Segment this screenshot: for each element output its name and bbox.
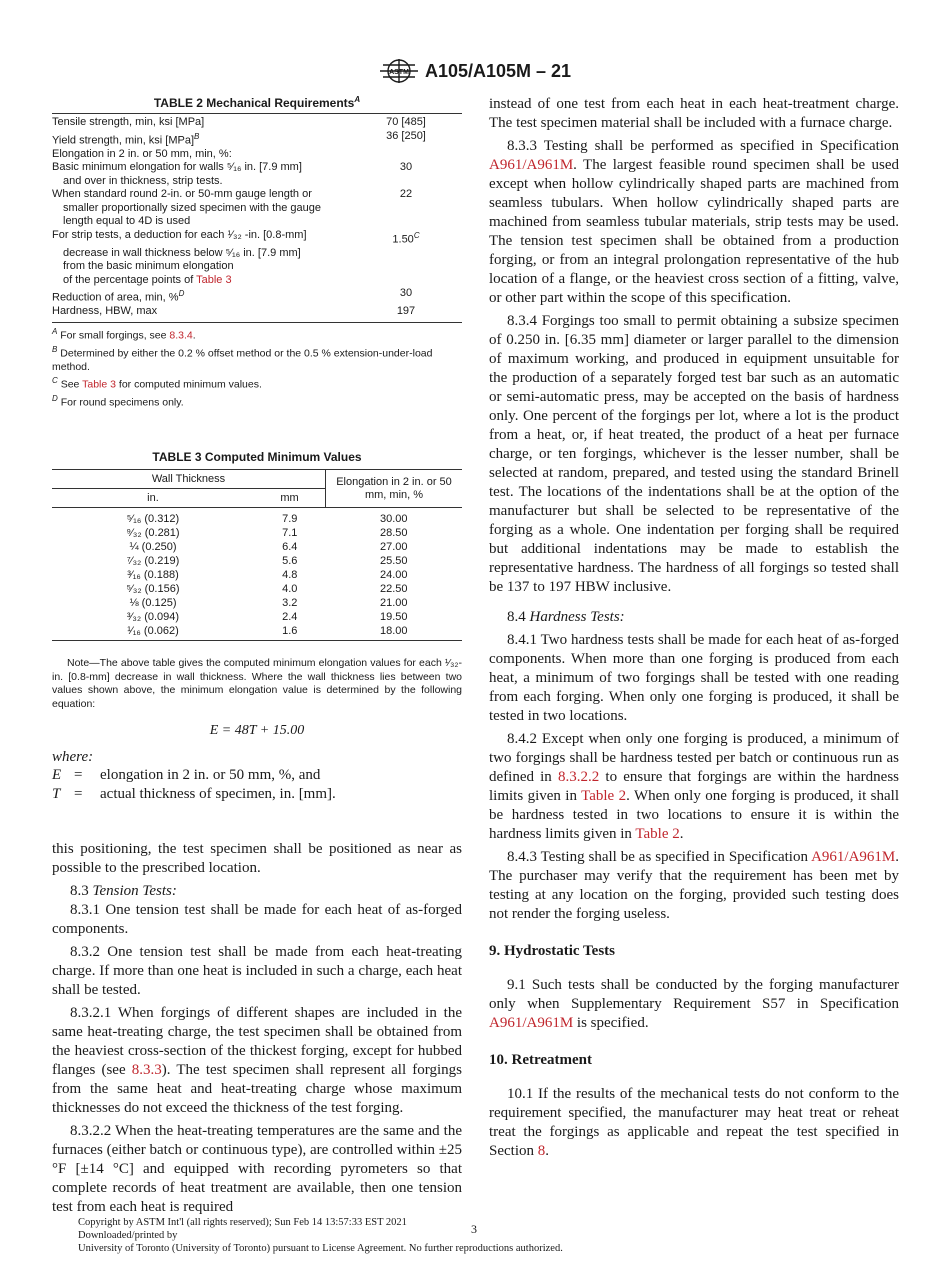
table2-row-value — [361, 202, 462, 216]
link-a961[interactable]: A961/A961M — [489, 1015, 574, 1031]
link-section-8[interactable]: 8 — [537, 1143, 546, 1159]
table2-footnote: $^A$ For small forgings, see 8.3.4. — [52, 326, 196, 342]
paragraph-continued: instead of one test from each heat in each heat-treatment charge. The test specimen material shall be included with a furnace charge. — [489, 96, 899, 131]
table2-row-label: When standard round 2-in. or 50-mm gauge length or — [52, 188, 312, 201]
cell-mm: 7.1 — [282, 527, 298, 540]
cell-elongation: 19.50 — [379, 611, 408, 624]
paragraph-8-4-1: 8.4.1 Two hardness tests shall be made for each heat of as-forged components. When more than one forging is produced from each heat, a minimum of two forgings shall be tested with one reading from each forging. When only one forging is produced, it shall be tested in two locations. — [489, 632, 899, 724]
link-a961[interactable]: A961/A961M — [489, 157, 574, 173]
table2-row-label: and over in thickness, strip tests. — [63, 174, 223, 187]
table2-footnote: $^B$ Determined by either the 0.2 % offset method or the 0.5 % extension-under-load method. — [52, 344, 433, 373]
footer-copyright: Copyright by ASTM Int'l (all rights reserved); Sun Feb 14 13:57:33 EST 2021 — [78, 1217, 407, 1228]
table2-row — [52, 148, 462, 162]
table2-row-value — [361, 260, 462, 274]
table2-row — [52, 116, 462, 130]
table2-row-label: of the percentage points of Table 3 — [63, 273, 232, 286]
paragraph-9-1: 9.1 Such tests shall be conducted by the forging manufacturer only when Supplementary Requirement S57 in Specification A961/A961M is specified. — [489, 977, 899, 1031]
table2 — [52, 113, 462, 323]
paragraph-8-3-3: 8.3.3 Testing shall be performed as specified in Specification A961/A961M. The largest feasible round specimen shall be used except when hollow cylindrically shaped parts are machined from seamless tubulars. When hollow cylindrically shaped parts are machined from seamless tubular materials, strip tests may be used. The tension test specimen shall be obtained from a production forging, or from an integral prolongation representative of the hub location of a flange, or the heaviest cross section of a fitting, valve, or other part within the scope of this specification. — [489, 138, 899, 306]
table2-row-value: 30 — [399, 287, 413, 300]
definition-text: actual thickness of specimen, in. [mm]. — [100, 786, 336, 803]
paragraph-8-4-3: 8.4.3 Testing shall be as specified in Specification A961/A961M. The purchaser may verify that the requirement has been met by testing at any location on the forging, provided such testing does not render the forging useless. — [489, 849, 899, 922]
cell-elongation: 21.00 — [379, 597, 408, 610]
cell-elongation: 27.00 — [379, 541, 408, 554]
right-column — [489, 95, 899, 1161]
link-table-2[interactable]: Table 2 — [581, 788, 627, 804]
footnote-link[interactable]: Table 3 — [82, 378, 116, 391]
paragraph: this positioning, the test specimen shall be positioned as near as possible to the prescribed location. — [52, 841, 462, 877]
table2-row-value: $1.50^C$ — [392, 230, 420, 246]
cell-elongation: 24.00 — [379, 569, 408, 582]
table2-row — [52, 175, 462, 189]
equation-definitions — [52, 766, 462, 804]
section-8-4-heading: 8.4 Hardness Tests: — [507, 609, 625, 625]
section-8-3-heading: 8.3 Tension Tests: — [70, 883, 177, 900]
footer — [78, 1216, 563, 1255]
definition-symbol: E — [52, 767, 62, 784]
table2-row-label: Yield strength, min, ksi [MPa]$^B$ — [52, 131, 200, 147]
table3-row — [52, 568, 462, 582]
table2-row — [52, 260, 462, 274]
elongation-header: Elongation in 2 in. or 50 mm, min, % — [326, 470, 463, 508]
table3-row — [52, 554, 462, 568]
table2-row — [52, 188, 462, 202]
table2-row — [52, 229, 462, 247]
cell-in: ³⁄₁₆ (0.188) — [127, 569, 179, 582]
definition-row — [52, 785, 462, 804]
table2-row-label: Reduction of area, min, %$^D$ — [52, 289, 185, 304]
table2-row-value: 22 — [399, 188, 413, 201]
footnote-link[interactable]: 8.3.4 — [169, 329, 193, 342]
table2-row-label: For strip tests, a deduction for each ¹⁄₃₂ -in. [0.8-mm] — [52, 228, 307, 241]
paragraph-8-3-2-2: 8.3.2.2 When the heat-treating temperatures are the same and the furnaces (either batch or continuous type), are controlled within ±25 °F [±14 °C] and equipped with recording pyrometers so that complete records of heat treatment are available, then one tension test from each heat is required — [52, 1123, 462, 1216]
paragraph-8-3-2-1: 8.3.2.1 When forgings of different shapes are included in the same heat-treating charge, the test specimen shall be obtained from the heaviest cross-section of the thickest forging, except for hubbed flanges (see 8.3.3). The test specimen shall represent all forgings from the same heat and heat-treating charge whose maximum thicknesses do not exceed the thickness of the test forging. — [52, 1005, 462, 1117]
table2-row-value — [361, 175, 462, 189]
table3-row — [52, 582, 462, 596]
table3-note: Note—The above table gives the computed minimum elongation values for each ¹⁄₃₂-in. [0.8-mm] decrease in wall thickness. Where the wall thickness lies between two values shown above, the minimum elongation value is determined by the following equation: — [52, 657, 462, 710]
table2-row-label: smaller proportionally sized specimen with the gauge — [63, 201, 322, 214]
table3 — [52, 469, 462, 641]
left-column — [52, 95, 462, 1217]
table2-row-label: decrease in wall thickness below ⁵⁄₁₆ in. [7.9 mm] — [63, 246, 301, 259]
cell-mm: 7.9 — [282, 513, 298, 526]
paragraph-8-4-2: 8.4.2 Except when only one forging is produced, a minimum of two forgings shall be hardness tested per batch or continuous run as defined in 8.3.2.2 to ensure that forgings are within the hardness limits given in Table 2. When only one forging is produced, it shall be hardness tested in two locations to ensure it is within the hardness limits given in Table 2. — [489, 731, 900, 842]
elongation-equation: E = 48T + 15.00 — [209, 723, 305, 739]
cell-in: ⁷⁄₃₂ (0.219) — [126, 555, 180, 568]
table2-row-value — [350, 148, 462, 162]
page-number: 3 — [471, 1222, 477, 1236]
col-mm-header: mm — [254, 489, 326, 508]
link-table-2[interactable]: Table 2 — [635, 826, 680, 842]
astm-logo — [379, 58, 419, 84]
table2-row-value — [361, 215, 462, 229]
link-table-3[interactable]: Table 3 — [196, 273, 232, 286]
cell-elongation: 30.00 — [379, 513, 408, 526]
cell-in: ¼ (0.250) — [129, 541, 177, 554]
svg-text:ASTM: ASTM — [389, 69, 409, 76]
cell-elongation: 22.50 — [379, 583, 408, 596]
table2-row — [52, 305, 462, 319]
table2-row — [52, 130, 462, 148]
cell-elongation: 28.50 — [379, 527, 408, 540]
paragraph-8-3-2: 8.3.2 One tension test shall be made from each heat-treating charge. If more than one heat is included in such a charge, each heat shall be tested. — [52, 944, 462, 999]
cell-mm: 6.4 — [282, 541, 298, 554]
definition-equals: = — [74, 767, 83, 784]
table2-row — [52, 274, 462, 288]
table2-row — [52, 215, 462, 229]
table2-row-value: 70 [485] — [386, 116, 426, 128]
table2-row — [52, 247, 462, 261]
table2-row — [52, 287, 462, 305]
footer-downloaded: Downloaded/printed by — [78, 1230, 178, 1241]
table2-row — [52, 161, 462, 175]
definition-equals: = — [74, 786, 83, 803]
paragraph-10-1: 10.1 If the results of the mechanical tests do not conform to the requirement specified, the manufacturer may heat treat or reheat treat the forgings as applicable and repeat the test specified in Section 8. — [489, 1086, 899, 1159]
cell-in: ⅛ (0.125) — [129, 597, 177, 610]
table3-row — [52, 596, 462, 610]
page-header — [0, 58, 950, 89]
cell-in: ⁵⁄₁₆ (0.312) — [126, 513, 180, 526]
table2-footnote: $^D$ For round specimens only. — [52, 394, 184, 409]
cell-mm: 5.6 — [282, 555, 298, 568]
table3-row — [52, 610, 462, 624]
definition-row — [52, 766, 462, 785]
cell-mm: 2.4 — [282, 611, 298, 624]
wall-thickness-header: Wall Thickness — [52, 470, 326, 489]
link-a961[interactable]: A961/A961M — [811, 849, 896, 865]
table2-footnote: $^C$ See Table 3 for computed minimum values. — [52, 376, 262, 391]
table3-row — [52, 526, 462, 540]
paragraph-8-3-4: 8.3.4 Forgings too small to permit obtaining a subsize specimen of 0.250 in. [6.35 mm] diameter or larger parallel to the dimension of maximum working, and produced in equipment unsuitable for the production of a separately forged test bar such as an automatic or semi-automatic press, may be accepted on the basis of hardness only. One percent of the forgings per lot, where a lot is the product from a heat, or, if heat treated, the product of a heat per furnace charge, or ten forgings, whichever is the lesser number, shall be selected at random, prepared, and tested using the standard Brinell test. The locations of the indentations shall be at the option of the manufacturer but shall be selected to be representative of the forging as a whole. One indentation per forging shall be required but additional indentations may be made to establish the representative hardness. The hardness of all forgings so tested shall be 137 to 197 HBW inclusive. — [489, 313, 899, 595]
section-9-heading: 9. Hydrostatic Tests — [489, 943, 615, 959]
col-in-header: in. — [52, 489, 254, 508]
section-10-heading: 10. Retreatment — [489, 1052, 593, 1068]
table2-row-label: Basic minimum elongation for walls ⁵⁄₁₆ in. [7.9 mm] — [52, 161, 302, 174]
table2-row-value: 30 — [399, 161, 413, 174]
table3-title: TABLE 3 Computed Minimum Values — [152, 450, 362, 465]
table2-row-label: Tensile strength, min, ksi [MPa] — [52, 116, 205, 128]
cell-mm: 3.2 — [282, 597, 298, 610]
paragraph-8-3-1: 8.3.1 One tension test shall be made for each heat of as-forged components. — [52, 902, 462, 938]
table2-row-value — [361, 274, 462, 288]
cell-mm: 4.8 — [282, 569, 298, 582]
table3-row — [52, 508, 462, 527]
table3-row — [52, 624, 462, 641]
table2-row-label: length equal to 4D is used — [63, 215, 191, 228]
table2-title: TABLE 2 Mechanical Requirements$^A$ — [153, 95, 361, 110]
cell-elongation: 18.00 — [326, 624, 463, 641]
table2-row-value: 36 [250] — [386, 129, 426, 142]
table3-row — [52, 540, 462, 554]
table2-row-label: from the basic minimum elongation — [63, 260, 234, 273]
cell-mm: 4.0 — [282, 583, 298, 596]
cell-mm: 1.6 — [254, 624, 326, 641]
footer-license: University of Toronto (University of Toronto) pursuant to License Agreement. No further reproductions authorized. — [78, 1243, 563, 1254]
where-label: where: — [52, 749, 94, 766]
cell-in: ³⁄₃₂ (0.094) — [126, 611, 180, 624]
table2-row-value: 197 — [396, 305, 416, 318]
document-designation: A105/A105M – 21 — [424, 60, 572, 81]
table2-row — [52, 202, 462, 216]
table2-footnotes — [52, 325, 462, 411]
table2-row-label: Elongation in 2 in. or 50 mm, min, %: — [52, 147, 232, 160]
definition-symbol: T — [52, 786, 61, 803]
link-8-3-2-2[interactable]: 8.3.2.2 — [557, 769, 600, 785]
link-8-3-3[interactable]: 8.3.3 — [131, 1062, 162, 1079]
cell-elongation: 25.50 — [379, 555, 408, 568]
definition-text: elongation in 2 in. or 50 mm, %, and — [100, 767, 321, 784]
table2-row-value — [361, 247, 462, 261]
cell-in: ⁹⁄₃₂ (0.281) — [126, 527, 180, 540]
table2-row-label: Hardness, HBW, max — [52, 305, 158, 318]
cell-in: ¹⁄₁₆ (0.062) — [52, 624, 254, 641]
cell-in: ⁵⁄₃₂ (0.156) — [126, 583, 180, 596]
